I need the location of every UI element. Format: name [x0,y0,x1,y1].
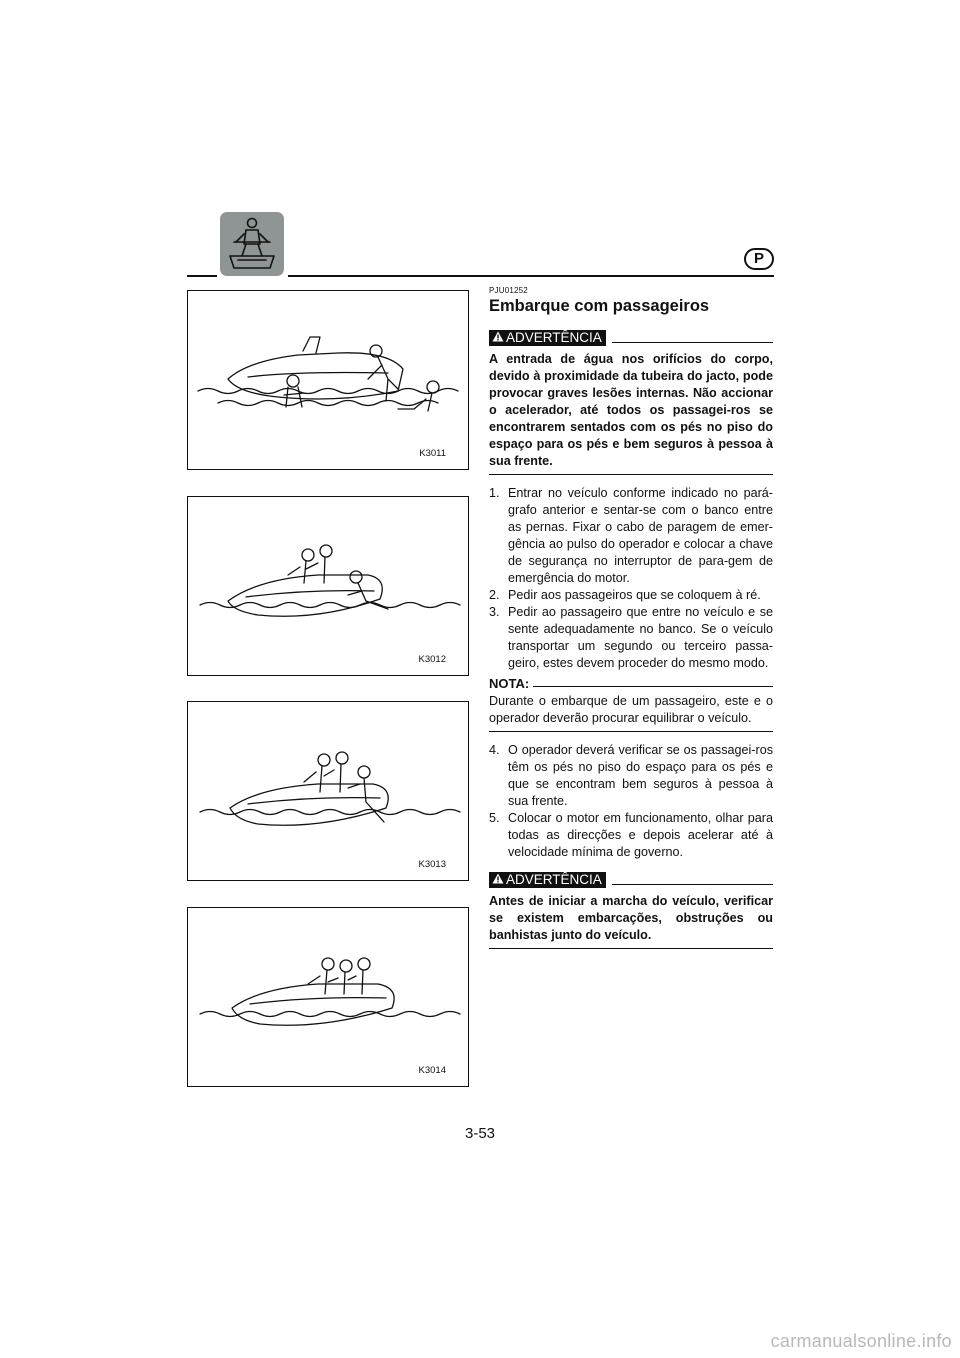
figure-code: K3012 [418,654,446,665]
steps-list-b [489,742,773,861]
warning-text: Antes de iniciar a marcha do veículo, verificar se existem embarcações, obstruções ou banhistas junto do veículo. [489,894,773,942]
warning-rule [612,884,773,885]
note-end-rule [489,731,773,732]
figure-boarding-4 [187,907,469,1087]
step-text: Colocar o motor em funcionamento, olhar para todas as direcções e depois acelerar até à velocidade mínima de governo. [508,811,773,859]
step-text: Pedir aos passageiros que se coloquem à ré. [508,588,761,602]
warning-badge [489,330,606,346]
note-text: Durante o embarque de um passageiro, este e o operador deverão procurar equilibrar o veículo. [489,694,773,725]
figure-boarding-2 [187,496,469,676]
step-text: Pedir ao passageiro que entre no veículo e se sente adequadamente no banco. Se o veículo transportar um segundo ou terceiro passa-geiro, estes devem proceder do mesmo modo. [508,605,773,670]
figure-code: K3011 [419,448,446,459]
jetski-boarding-illustration [188,497,470,677]
figure-code: K3014 [418,1065,446,1076]
figure-boarding-1 [187,290,469,470]
step-number: 3. [489,605,500,619]
list-item [489,587,773,604]
warning-label: ADVERTÊNCIA [506,872,602,887]
list-item [489,810,773,861]
step-number: 1. [489,486,500,500]
page-number: 3-53 [464,1125,496,1142]
warning-triangle-icon [492,330,504,346]
warning-end-rule [489,948,773,949]
section-reference-code: PJU01252 [489,286,528,295]
warning-label: ADVERTÊNCIA [506,330,602,345]
warning-text: A entrada de água nos orifícios do corpo, devido à proximidade da tubeira do jacto, pode provocar graves lesões internas. Não accionar o acelerador, até todos os passagei-ros se encontrarem sentados com os pés no piso do espaço para os pés e bem seguros à pessoa à sua frente. [489,352,773,468]
section-tab [220,212,284,276]
warning-header [489,871,773,889]
warning-triangle-icon [492,872,504,888]
note-header [489,675,773,691]
step-text: O operador deverá verificar se os passagei-ros têm os pés no piso do espaço para os pés e que se encontram bem seguros à pessoa à sua frente. [508,743,773,808]
text-column [489,286,773,949]
note-rule [533,686,773,687]
step-number: 4. [489,743,500,757]
figure-boarding-3 [187,701,469,881]
note-label: NOTA: [489,675,530,691]
jetski-boarding-illustration [188,291,470,471]
step-number: 5. [489,811,500,825]
list-item [489,742,773,810]
list-item [489,604,773,672]
warning-header [489,329,773,347]
warning-end-rule [489,474,773,475]
jetski-boarding-illustration [188,908,470,1088]
list-item [489,485,773,587]
jetski-rider-icon [220,212,284,276]
jetski-boarding-illustration [188,702,470,882]
watermark: carmanualsonline.info [770,1331,952,1351]
step-number: 2. [489,588,500,602]
steps-list-a [489,485,773,672]
warning-rule [612,342,773,343]
warning-badge [489,872,606,888]
language-badge: P [744,248,774,270]
section-title: Embarque com passageiros [489,297,710,315]
step-text: Entrar no veículo conforme indicado no pará-grafo anterior e sentar-se com o banco entre as pernas. Fixar o cabo de paragem de emer-gência ao pulso do operador e colocar a chave de segurança no interruptor de para-gem de emergência do motor. [508,486,773,585]
header-rule-right [288,275,774,277]
header-rule-left [187,275,217,277]
figure-code: K3013 [418,859,446,870]
